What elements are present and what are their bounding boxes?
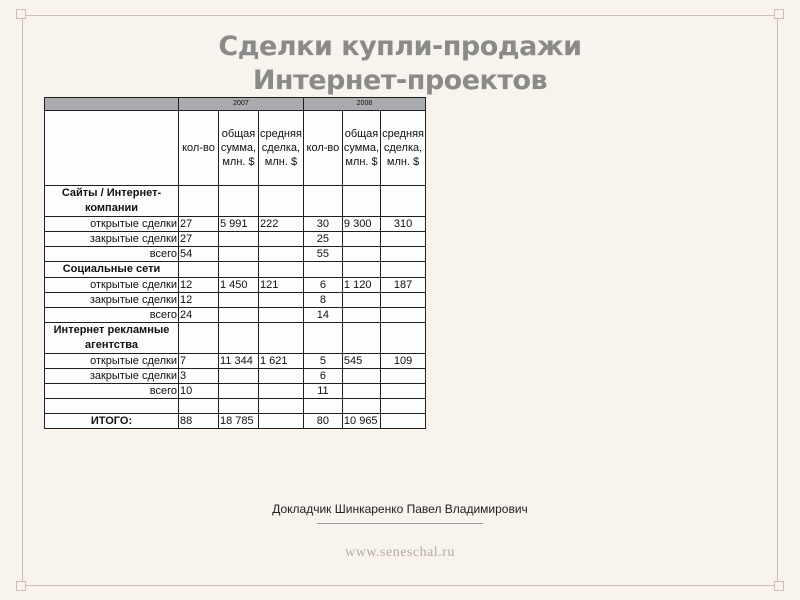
year-header-row [45,98,426,111]
table-cell: 12 [179,293,219,308]
table-cell [342,308,380,323]
column-header: средняя сделка, млн. $ [381,111,426,186]
table-cell: 27 [179,217,219,232]
year-cell: 2007 [179,98,304,111]
corner-cell [45,98,179,111]
column-header: средняя сделка, млн. $ [259,111,304,186]
empty-cell [259,323,304,354]
column-header: кол-во [179,111,219,186]
empty-cell [303,399,342,414]
table-cell [381,414,426,429]
row-label: открытые сделки [45,354,179,369]
title-line-2: Интернет-проектов [252,65,548,96]
table-cell: 80 [303,414,342,429]
empty-cell [381,399,426,414]
frame-corner [774,581,784,591]
table-cell [219,232,259,247]
table-cell: 14 [303,308,342,323]
frame-corner [16,9,26,19]
table-cell [381,247,426,262]
table-cell [219,308,259,323]
empty-cell [303,186,342,217]
empty-cell [219,186,259,217]
table-cell: 10 965 [342,414,380,429]
table-row [45,308,426,323]
table-cell [259,232,304,247]
table-row [45,217,426,232]
table-row [45,384,426,399]
table-cell: 1 621 [259,354,304,369]
empty-cell [179,262,219,278]
empty-cell [342,323,380,354]
table-row [45,293,426,308]
column-header: кол-во [303,111,342,186]
table-cell: 25 [303,232,342,247]
empty-cell [45,399,179,414]
row-label: открытые сделки [45,278,179,293]
table-cell: 6 [303,278,342,293]
table-row [45,232,426,247]
table-cell [381,232,426,247]
row-label: закрытые сделки [45,369,179,384]
year-cell: 2008 [303,98,425,111]
empty-cell [381,262,426,278]
table-cell: 5 991 [219,217,259,232]
table-cell: 8 [303,293,342,308]
row-label: ИТОГО: [45,414,179,429]
frame-corner [774,9,784,19]
empty-cell [259,399,304,414]
table-cell: 1 450 [219,278,259,293]
table-cell: 545 [342,354,380,369]
section-row [45,323,426,354]
row-label: всего [45,308,179,323]
speaker-name: Докладчик Шинкаренко Павел Владимирович [272,502,528,516]
table-row [45,414,426,429]
table-cell: 121 [259,278,304,293]
table-cell: 12 [179,278,219,293]
table-cell [219,247,259,262]
table-cell [342,232,380,247]
table-cell: 3 [179,369,219,384]
empty-row [45,399,426,414]
empty-cell [303,323,342,354]
table-cell [342,369,380,384]
column-header: общая сумма, млн. $ [342,111,380,186]
empty-cell [179,399,219,414]
empty-cell [342,399,380,414]
table-row [45,354,426,369]
table-cell: 27 [179,232,219,247]
table-cell: 7 [179,354,219,369]
table-row [45,247,426,262]
table-row [45,278,426,293]
table-cell [259,247,304,262]
title-line-1: Сделки купли-продажи [218,31,582,62]
website-link[interactable]: www.seneschal.ru [345,545,455,560]
table-cell: 11 [303,384,342,399]
row-label: закрытые сделки [45,293,179,308]
empty-cell [342,186,380,217]
table-cell: 18 785 [219,414,259,429]
section-row [45,262,426,278]
table-cell: 6 [303,369,342,384]
section-title: Сайты / Интернет-компании [45,186,179,217]
table-cell [381,369,426,384]
header-blank-cell [45,111,179,186]
table-cell [259,293,304,308]
empty-cell [219,262,259,278]
row-label: открытые сделки [45,217,179,232]
row-label: всего [45,384,179,399]
column-header-row [45,111,426,186]
table-cell: 5 [303,354,342,369]
column-header: общая сумма, млн. $ [219,111,259,186]
table-cell: 30 [303,217,342,232]
empty-cell [179,186,219,217]
empty-cell [219,323,259,354]
divider [317,523,483,524]
table-cell: 222 [259,217,304,232]
table-cell: 55 [303,247,342,262]
section-title: Интернет рекламные агентства [45,323,179,354]
table-cell: 24 [179,308,219,323]
table-cell: 10 [179,384,219,399]
empty-cell [219,399,259,414]
empty-cell [342,262,380,278]
table-cell [259,308,304,323]
frame-corner [16,581,26,591]
table-cell [342,384,380,399]
section-row [45,186,426,217]
table-cell [219,293,259,308]
table-cell [342,293,380,308]
table-cell: 11 344 [219,354,259,369]
deals-table [44,97,426,429]
slide-title [150,30,650,98]
empty-cell [179,323,219,354]
table-cell [219,369,259,384]
table-cell [381,293,426,308]
table-cell [259,369,304,384]
row-label: закрытые сделки [45,232,179,247]
empty-cell [381,186,426,217]
table-cell [259,384,304,399]
empty-cell [259,262,304,278]
table-cell [259,414,304,429]
row-label: всего [45,247,179,262]
table-cell [381,308,426,323]
table-row [45,369,426,384]
table-cell: 9 300 [342,217,380,232]
table-cell: 88 [179,414,219,429]
empty-cell [303,262,342,278]
table-cell: 1 120 [342,278,380,293]
table-cell [219,384,259,399]
table-cell: 54 [179,247,219,262]
table-cell: 187 [381,278,426,293]
table-cell: 310 [381,217,426,232]
empty-cell [381,323,426,354]
table-cell [342,247,380,262]
table-cell [381,384,426,399]
table-cell: 109 [381,354,426,369]
section-title: Социальные сети [45,262,179,278]
empty-cell [259,186,304,217]
